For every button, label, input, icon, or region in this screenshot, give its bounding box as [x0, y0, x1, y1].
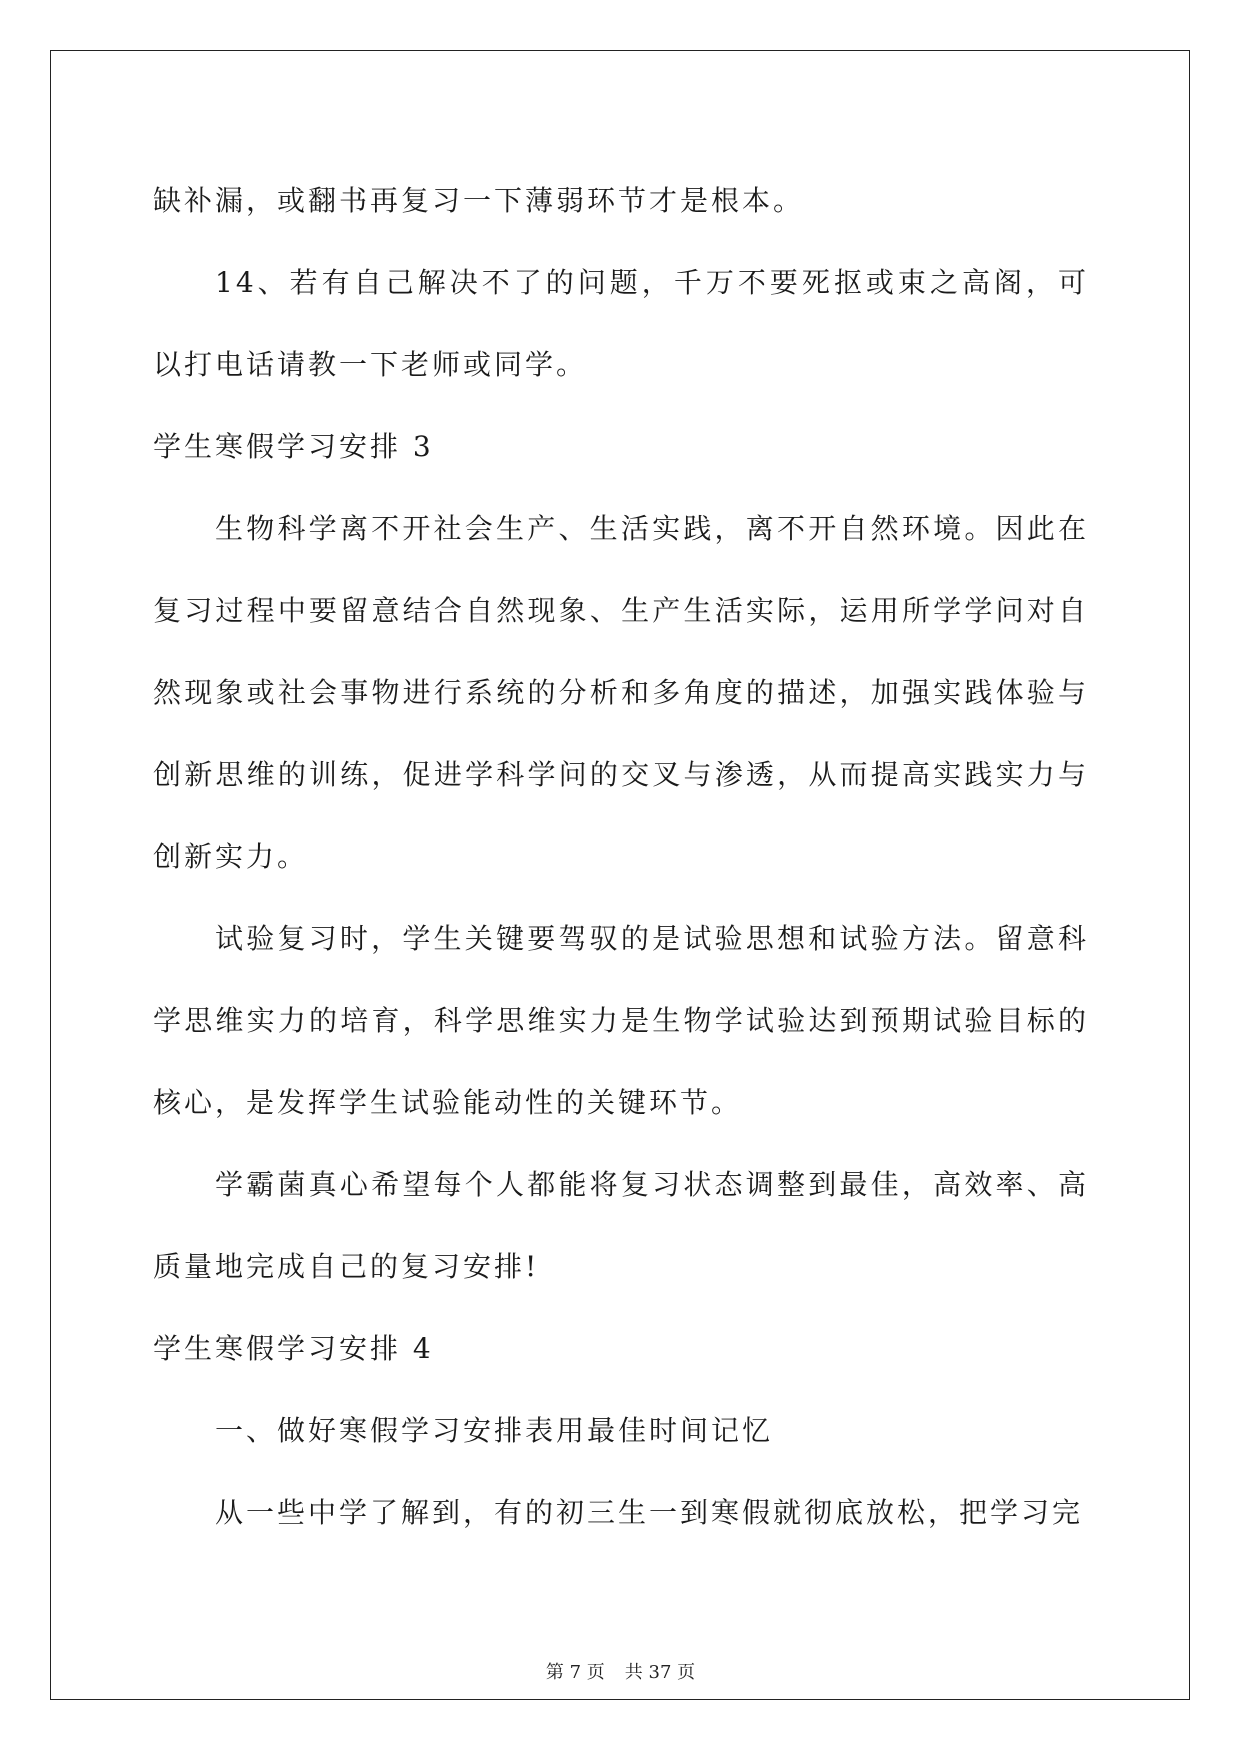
paragraph-subheading-one: 一、做好寒假学习安排表用最佳时间记忆 [215, 1414, 774, 1447]
paragraph-item-14: 14、若有自己解决不了的问题，千万不要死抠或束之高阁，可以打电话请教一下老师或同学。 [153, 266, 1089, 381]
page-total: 共 37 页 [624, 1662, 696, 1683]
paragraph-biology-science: 生物科学离不开社会生产、生活实践，离不开自然环境。因此在复习过程中要留意结合自然现象、生产生活实际，运用所学学问对自然现象或社会事物进行系统的分析和多角度的描述，加强实践体验与创新思维的训练，促进学科学问的交叉与渗透，从而提高实践实力与创新实力。 [153, 512, 1089, 873]
paragraph-continuation: 缺补漏，或翻书再复习一下薄弱环节才是根本。 [153, 184, 805, 217]
document-body [153, 160, 1089, 1554]
paragraph-middle-school: 从一些中学了解到，有的初三生一到寒假就彻底放松，把学习完 [215, 1496, 1084, 1529]
page-number: 第 7 页 [545, 1662, 605, 1683]
paragraph-experiment-review: 试验复习时，学生关键要驾驭的是试验思想和试验方法。留意科学思维实力的培育，科学思维实力是生物学试验达到预期试验目标的核心，是发挥学生试验能动性的关键环节。 [153, 922, 1089, 1119]
page-footer [0, 1658, 1241, 1684]
section-heading-3: 学生寒假学习安排 3 [153, 430, 434, 463]
paragraph-closing-wish: 学霸菌真心希望每个人都能将复习状态调整到最佳，高效率、高质量地完成自己的复习安排! [153, 1168, 1089, 1283]
section-heading-4: 学生寒假学习安排 4 [153, 1332, 434, 1365]
